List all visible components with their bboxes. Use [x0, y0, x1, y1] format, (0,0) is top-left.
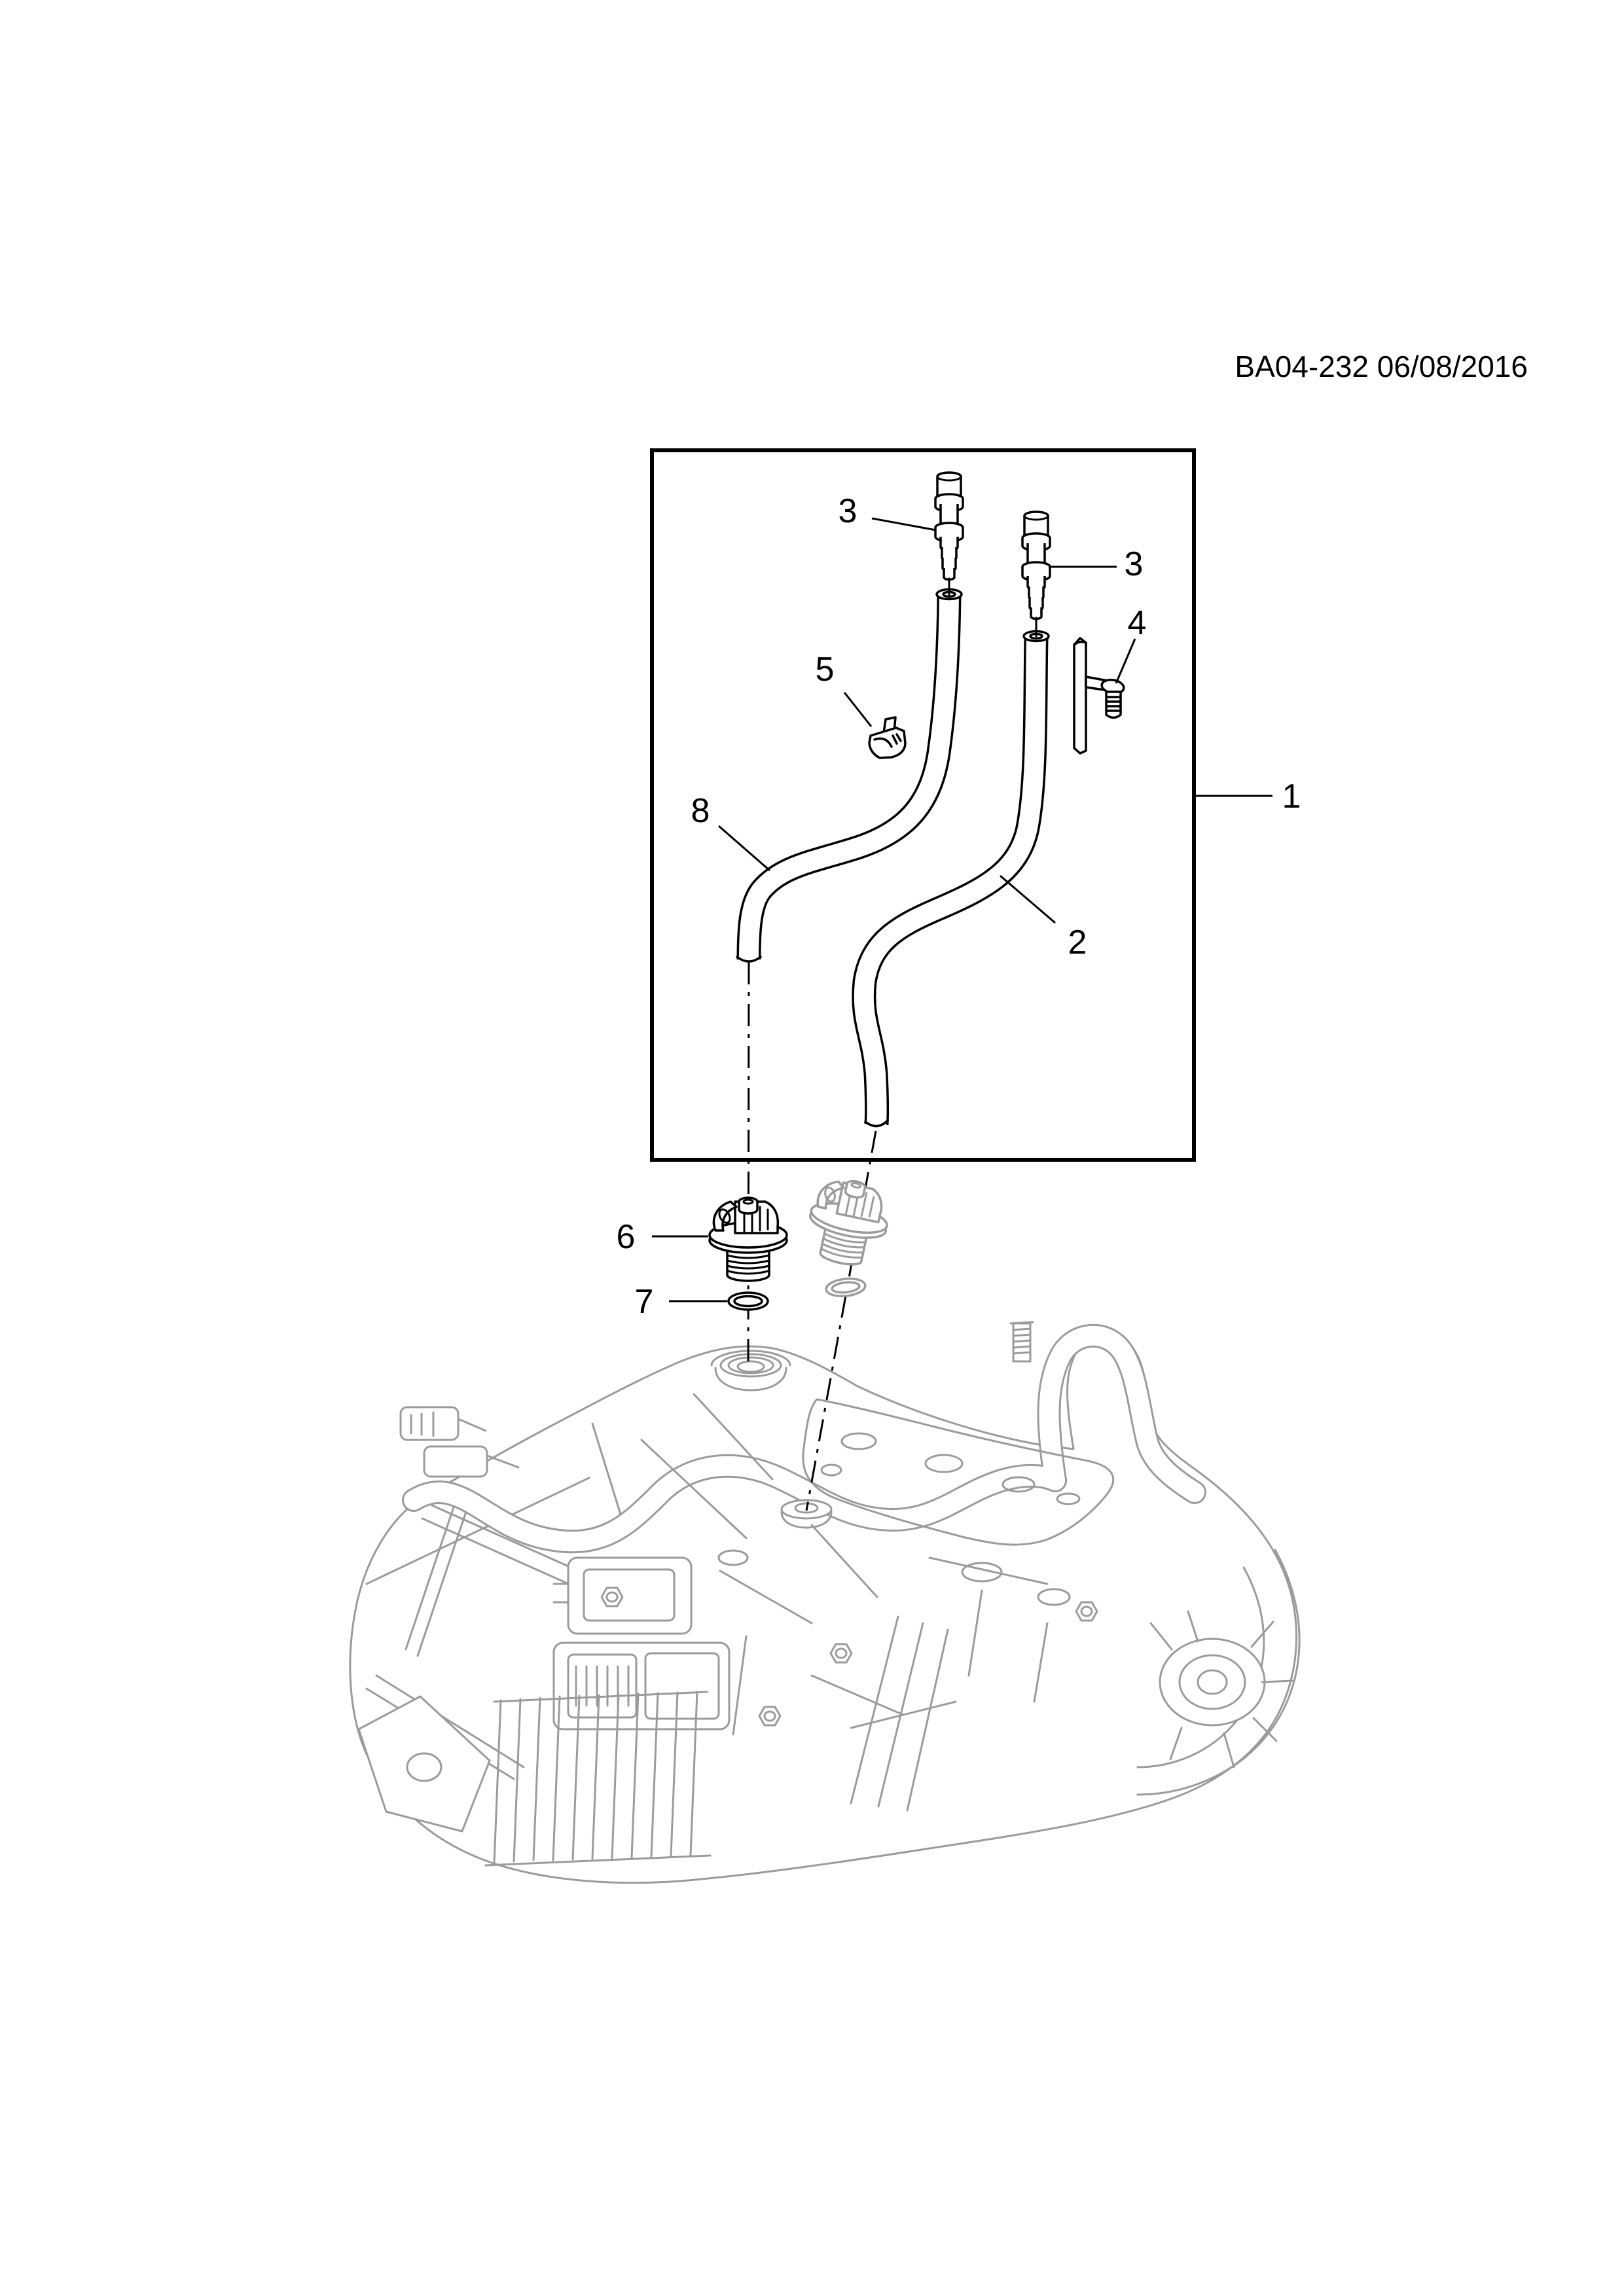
leader-3-left [872, 518, 936, 530]
seal-ring-ghost [825, 1277, 866, 1298]
vent-plug [710, 1198, 787, 1281]
callout-6: 6 [616, 1218, 636, 1256]
leader-2 [1000, 876, 1055, 923]
hex-bolt [759, 1707, 780, 1725]
retainer-bracket [1074, 638, 1125, 753]
callout-5: 5 [815, 651, 835, 689]
callout-3-left: 3 [838, 492, 857, 530]
transmission-outline [350, 1334, 1297, 1883]
callout-1: 1 [1282, 778, 1301, 816]
transmission-ghost-drawing [350, 1322, 1299, 1883]
hose-connector-right [1022, 512, 1050, 636]
filler-port-boss [712, 1351, 790, 1390]
leader-8 [719, 826, 770, 870]
callout-3-right: 3 [1124, 545, 1144, 583]
hex-bolt [831, 1644, 852, 1662]
hose-connector-left [935, 473, 963, 597]
leader-4 [1116, 639, 1135, 683]
leader-5 [844, 692, 871, 726]
retainer-clip [869, 717, 905, 758]
callout-8: 8 [691, 792, 710, 830]
harness-connectors [401, 1407, 518, 1477]
callout-2: 2 [1068, 924, 1087, 961]
hex-bolt [1076, 1602, 1097, 1621]
page-header-code: BA04-232 06/08/2016 [1235, 350, 1528, 384]
stud-and-foot [359, 1322, 1033, 1831]
cooler-fins [486, 1692, 710, 1865]
callout-4: 4 [1127, 604, 1147, 642]
vent-hose-right [864, 632, 1049, 1126]
seal-ring [729, 1293, 768, 1310]
vent-plug-ghost [802, 1174, 895, 1271]
control-module-blocks [554, 1558, 729, 1729]
drain-port-boss [782, 1500, 831, 1528]
callout-7: 7 [634, 1283, 654, 1321]
bell-housing [1138, 1550, 1299, 1795]
